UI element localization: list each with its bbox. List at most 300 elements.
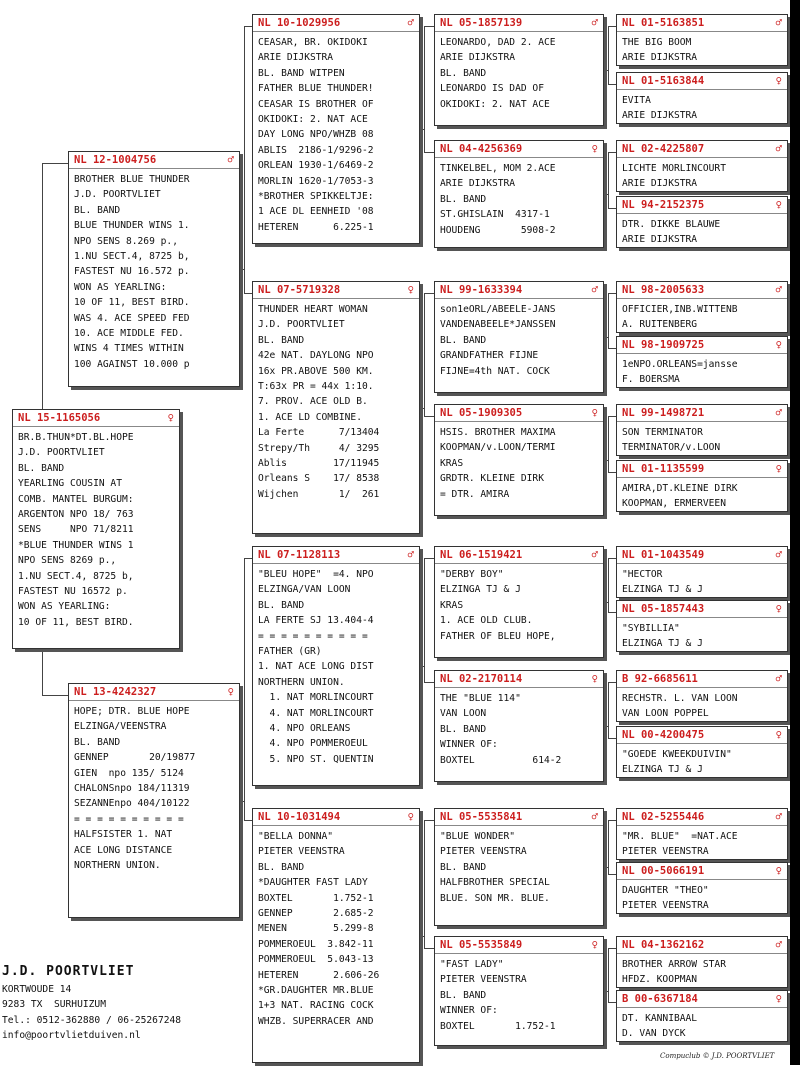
card-header <box>617 461 787 478</box>
ring-number: NL 07-5719328 <box>258 284 341 296</box>
info-line: LEONARDO IS DAD OF <box>440 83 544 95</box>
sex-icon: ♀ <box>775 865 782 877</box>
pedigree-card[interactable] <box>616 140 788 192</box>
info-line: NORTHERN UNION. <box>74 859 161 871</box>
info-line: FASTEST NU 16.572 p. <box>74 266 190 278</box>
connector-horizontal <box>42 163 68 164</box>
info-line: WAS 4. ACE SPEED FED <box>74 312 190 324</box>
info-line: TINKELBEL, MOM 2.ACE <box>440 163 556 174</box>
info-line: PIETER VEENSTRA <box>622 900 709 912</box>
info-line: = = = = = = = = = = <box>258 630 368 642</box>
info-line: BLUE. SON MR. BLUE. <box>440 892 550 904</box>
ring-number: NL 02-5255446 <box>622 811 705 823</box>
card-body <box>617 354 787 390</box>
info-line: KRAS <box>440 457 464 469</box>
pedigree-card[interactable] <box>616 862 788 914</box>
info-line: NPO SENS 8.269 p., <box>74 235 178 247</box>
card-body <box>617 744 787 780</box>
info-line: COMB. MANTEL BURGUM: <box>18 493 134 505</box>
info-line: TERMINATOR/v.LOON <box>622 442 721 454</box>
connector-vertical <box>608 293 609 348</box>
sex-icon: ♀ <box>591 143 598 155</box>
connector-horizontal <box>604 194 608 195</box>
pedigree-card[interactable] <box>12 409 180 649</box>
pedigree-card[interactable] <box>616 670 788 722</box>
connector-horizontal <box>608 208 616 209</box>
connector-horizontal <box>424 293 434 294</box>
pedigree-card[interactable] <box>616 726 788 778</box>
info-line: MORLIN 1620-1/7053-3 <box>258 175 374 187</box>
info-line: OKIDOKI: 2. NAT ACE <box>258 113 368 125</box>
info-line: 4. NPO ORLEANS <box>258 722 351 734</box>
card-header <box>13 410 179 427</box>
sex-icon: ♂ <box>591 811 598 823</box>
card-body <box>435 422 603 504</box>
card-header <box>435 547 603 564</box>
card-body <box>253 564 419 769</box>
connector-vertical <box>608 558 609 612</box>
info-line: 10 OF 11, BEST BIRD. <box>74 297 190 309</box>
card-header <box>617 727 787 744</box>
pedigree-card[interactable] <box>68 151 240 387</box>
pedigree-card[interactable] <box>252 281 420 534</box>
card-header <box>435 671 603 688</box>
card-header <box>617 141 787 158</box>
info-line: FATHER OF BLEU HOPE, <box>440 630 556 642</box>
info-line: 10 OF 11, BEST BIRD. <box>18 616 134 628</box>
info-line: EVITA <box>622 95 651 106</box>
card-body <box>617 880 787 916</box>
connector-vertical <box>244 26 245 293</box>
pedigree-card[interactable] <box>434 670 604 782</box>
pedigree-card[interactable] <box>434 936 604 1046</box>
ring-number: NL 01-1043549 <box>622 549 705 561</box>
connector-horizontal <box>608 558 616 559</box>
ring-number: NL 05-1857139 <box>440 17 523 29</box>
pedigree-card[interactable] <box>616 808 788 860</box>
pedigree-card[interactable] <box>434 404 604 516</box>
card-body <box>617 564 787 600</box>
card-body <box>617 1008 787 1044</box>
card-body <box>69 701 239 875</box>
connector-vertical <box>244 558 245 820</box>
ring-number: NL 00-5066191 <box>622 865 705 877</box>
ring-number: NL 98-1909725 <box>622 339 705 351</box>
card-body <box>435 688 603 770</box>
info-line: POMMEROEUL 5.043-13 <box>258 954 374 966</box>
connector-horizontal <box>608 84 616 85</box>
info-line: OKIDOKI: 2. NAT ACE <box>440 98 550 110</box>
info-line: VAN LOON POPPEL <box>622 708 709 720</box>
info-line: WINS 4 TIMES WITHIN <box>74 343 184 355</box>
card-body <box>617 688 787 724</box>
info-line: GIEN npo 135/ 5124 <box>74 767 184 779</box>
info-line: ARIE DIJKSTRA <box>622 178 698 190</box>
pedigree-card[interactable] <box>434 281 604 393</box>
info-line: CHALONSnpo 184/11319 <box>74 782 190 794</box>
info-line: LEONARDO, DAD 2. ACE <box>440 37 556 48</box>
info-line: 5. NPO ST. QUENTIN <box>258 753 374 765</box>
ring-number: NL 07-1128113 <box>258 549 341 561</box>
card-header <box>617 405 787 422</box>
sex-icon: ♂ <box>775 407 782 419</box>
info-line: KOOPMAN, ERMERVEEN <box>622 498 726 510</box>
info-line: Wijchen 1/ 261 <box>258 488 380 500</box>
info-line: BOXTEL 1.752-1 <box>440 1020 556 1032</box>
ring-number: NL 00-4200475 <box>622 729 705 741</box>
info-line: FASTEST NU 16572 p. <box>18 585 128 597</box>
sex-icon: ♀ <box>775 199 782 211</box>
pedigree-card[interactable] <box>68 683 240 918</box>
card-body <box>435 954 603 1036</box>
card-header <box>253 15 419 32</box>
info-line: DAY LONG NPO/WHZB 08 <box>258 129 374 141</box>
card-header <box>617 601 787 618</box>
info-line: 7. PROV. ACE OLD B. <box>258 396 368 408</box>
info-line: RECHSTR. L. VAN LOON <box>622 693 738 704</box>
connector-horizontal <box>42 695 68 696</box>
ring-number: NL 02-2170114 <box>440 673 523 685</box>
info-line: HSIS. BROTHER MAXIMA <box>440 427 556 438</box>
info-line: HALFBROTHER SPECIAL <box>440 877 550 889</box>
sex-icon: ♂ <box>775 143 782 155</box>
sex-icon: ♀ <box>227 686 234 698</box>
ring-number: NL 10-1031494 <box>258 811 341 823</box>
pedigree-card[interactable] <box>616 72 788 124</box>
ring-number: NL 06-1519421 <box>440 549 523 561</box>
sex-icon: ♂ <box>591 549 598 561</box>
sex-icon: ♂ <box>407 549 414 561</box>
info-line: BL. BAND <box>440 334 487 346</box>
info-line: son1eORL/ABEELE-JANS <box>440 304 556 315</box>
card-body <box>69 169 239 374</box>
info-line: PIETER VEENSTRA <box>440 846 527 858</box>
info-line: FATHER BLUE THUNDER! <box>258 83 374 95</box>
info-line: GENNEP 20/19877 <box>74 752 196 764</box>
info-line: HOPE; DTR. BLUE HOPE <box>74 706 190 717</box>
connector-horizontal <box>604 867 608 868</box>
info-line: PIETER VEENSTRA <box>622 846 709 858</box>
card-body <box>617 618 787 654</box>
connector-vertical <box>424 26 425 152</box>
info-line: ELZINGA TJ & J <box>440 584 521 596</box>
connector-horizontal <box>608 416 616 417</box>
connector-horizontal <box>424 820 434 821</box>
card-header <box>617 282 787 299</box>
pedigree-card[interactable] <box>616 196 788 248</box>
info-line: 42e NAT. DAYLONG NPO <box>258 350 374 362</box>
ring-number: NL 99-1498721 <box>622 407 705 419</box>
card-body <box>435 299 603 381</box>
sex-icon: ♂ <box>591 17 598 29</box>
sex-icon: ♀ <box>775 75 782 87</box>
info-line: BOXTEL 1.752-1 <box>258 892 374 904</box>
card-body <box>617 158 787 194</box>
info-line: KOOPMAN/v.LOON/TERMI <box>440 442 556 454</box>
info-line: HETEREN 2.606-26 <box>258 969 380 981</box>
card-body <box>13 427 179 632</box>
info-line: J.D. POORTVLIET <box>18 447 105 459</box>
owner-email[interactable]: info@poortvlietduiven.nl <box>2 1030 141 1042</box>
owner-block <box>2 962 181 1044</box>
info-line: LA FERTE SJ 13.404-4 <box>258 615 374 627</box>
info-line: ARIE DIJKSTRA <box>622 110 698 122</box>
pedigree-card[interactable] <box>434 546 604 658</box>
info-line: La Ferte 7/13404 <box>258 427 380 439</box>
info-line: DAUGHTER "THEO" <box>622 885 709 896</box>
ring-number: NL 04-1362162 <box>622 939 705 951</box>
sex-icon: ♀ <box>407 811 414 823</box>
pedigree-card[interactable] <box>616 281 788 333</box>
info-line: BLUE THUNDER WINS 1. <box>74 220 190 232</box>
info-line: GRANDFATHER FIJNE <box>440 350 539 362</box>
owner-name: J.D. POORTVLIET <box>2 964 135 979</box>
card-header <box>253 547 419 564</box>
info-line: "BELLA DONNA" <box>258 831 334 842</box>
info-line: WHZB. SUPERRACER AND <box>258 1015 374 1027</box>
info-line: Strepy/Th 4/ 3295 <box>258 442 380 454</box>
ring-number: NL 05-5535841 <box>440 811 523 823</box>
info-line: GENNEP 2.685-2 <box>258 907 374 919</box>
ring-number: NL 15-1165056 <box>18 412 101 424</box>
sex-icon: ♂ <box>227 154 234 166</box>
connector-horizontal <box>608 472 616 473</box>
sex-icon: ♂ <box>775 673 782 685</box>
info-line: POMMEROEUL 3.842-11 <box>258 938 374 950</box>
info-line: ACE LONG DISTANCE <box>74 844 173 856</box>
info-line: BROTHER BLUE THUNDER <box>74 174 190 185</box>
card-body <box>617 826 787 862</box>
sex-icon: ♀ <box>775 729 782 741</box>
sex-icon: ♂ <box>775 549 782 561</box>
info-line: 16x PR.ABOVE 500 KM. <box>258 365 374 377</box>
connector-vertical <box>424 293 425 416</box>
info-line: ARGENTON NPO 18/ 763 <box>18 508 134 520</box>
sex-icon: ♂ <box>775 17 782 29</box>
info-line: BOXTEL 614-2 <box>440 754 562 766</box>
connector-horizontal <box>604 726 608 727</box>
info-line: HALFSISTER 1. NAT <box>74 829 173 841</box>
info-line: BL. BAND WITPEN <box>258 67 345 79</box>
card-header <box>435 809 603 826</box>
connector-horizontal <box>420 129 424 130</box>
footer-credit: Compuclub © J.D. POORTVLIET <box>660 1052 775 1060</box>
card-body <box>617 422 787 458</box>
info-line: ELZINGA/VEENSTRA <box>74 721 167 733</box>
sex-icon: ♂ <box>775 811 782 823</box>
info-line: DT. KANNIBAAL <box>622 1013 698 1024</box>
card-header <box>617 937 787 954</box>
info-line: ELZINGA TJ & J <box>622 764 703 776</box>
ring-number: NL 04-4256369 <box>440 143 523 155</box>
connector-horizontal <box>424 948 434 949</box>
connector-horizontal <box>424 416 434 417</box>
card-header <box>617 671 787 688</box>
info-line: 1eNPO.ORLEANS=jansse <box>622 359 738 370</box>
sex-icon: ♂ <box>775 284 782 296</box>
pedigree-card[interactable] <box>616 936 788 988</box>
pedigree-card[interactable] <box>616 600 788 652</box>
pedigree-card[interactable] <box>252 14 420 244</box>
card-body <box>253 32 419 237</box>
info-line: THE BIG BOOM <box>622 37 692 48</box>
info-line: "MR. BLUE" =NAT.ACE <box>622 831 738 842</box>
info-line: BL. BAND <box>74 736 121 748</box>
info-line: BL. BAND <box>440 723 487 735</box>
info-line: ARIE DIJKSTRA <box>622 52 698 64</box>
info-line: A. RUITENBERG <box>622 319 698 331</box>
connector-horizontal <box>604 602 608 603</box>
info-line: CEASAR IS BROTHER OF <box>258 98 374 110</box>
card-header <box>435 282 603 299</box>
info-line: HETEREN 6.225-1 <box>258 221 374 233</box>
sex-icon: ♀ <box>591 407 598 419</box>
info-line: 1. NAT ACE LONG DIST <box>258 661 374 673</box>
info-line: D. VAN DYCK <box>622 1028 686 1040</box>
info-line: ARIE DIJKSTRA <box>440 178 516 190</box>
info-line: ABLIS 2186-1/9296-2 <box>258 144 374 156</box>
info-line: THUNDER HEART WOMAN <box>258 304 368 315</box>
info-line: 1 ACE DL EENHEID '08 <box>258 206 374 218</box>
info-line: BL. BAND <box>440 861 487 873</box>
ring-number: NL 05-5535849 <box>440 939 523 951</box>
ring-number: NL 05-1909305 <box>440 407 523 419</box>
info-line: "HECTOR <box>622 569 663 580</box>
card-body <box>253 826 419 1031</box>
card-body <box>253 299 419 504</box>
info-line: 4. NPO POMMEROEUL <box>258 738 368 750</box>
ring-number: NL 10-1029956 <box>258 17 341 29</box>
connector-horizontal <box>608 820 616 821</box>
pedigree-card[interactable] <box>434 14 604 126</box>
info-line: BR.B.THUN*DT.BL.HOPE <box>18 432 134 443</box>
ring-number: NL 99-1633394 <box>440 284 523 296</box>
ring-number: NL 05-1857443 <box>622 603 705 615</box>
sex-icon: ♀ <box>591 939 598 951</box>
info-line: MENEN 5.299-8 <box>258 923 374 935</box>
pedigree-card[interactable] <box>434 140 604 248</box>
info-line: OFFICIER,INB.WITTENB <box>622 304 738 315</box>
card-body <box>617 478 787 514</box>
card-header <box>435 937 603 954</box>
ring-number: B 00-6367184 <box>622 993 698 1005</box>
connector-horizontal <box>608 874 616 875</box>
connector-horizontal <box>608 152 616 153</box>
ring-number: NL 01-1135599 <box>622 463 705 475</box>
info-line: WINNER OF: <box>440 739 498 751</box>
connector-vertical <box>608 682 609 738</box>
info-line: YEARLING COUSIN AT <box>18 478 122 490</box>
info-line: BL. BAND <box>74 204 121 216</box>
info-line: "DERBY BOY" <box>440 569 504 580</box>
owner-street: KORTWOUDE 14 <box>2 984 72 995</box>
pedigree-card[interactable] <box>616 460 788 512</box>
connector-horizontal <box>604 460 608 461</box>
card-header <box>617 547 787 564</box>
ring-number: NL 02-4225807 <box>622 143 705 155</box>
connector-horizontal <box>420 936 424 937</box>
info-line: SENS NPO 71/8211 <box>18 524 134 536</box>
info-line: "GOEDE KWEEKDUIVIN" <box>622 749 732 760</box>
info-line: Orleans S 17/ 8538 <box>258 473 380 485</box>
pedigree-card[interactable] <box>252 808 420 1063</box>
pedigree-card[interactable] <box>616 546 788 598</box>
info-line: *GR.DAUGHTER MR.BLUE <box>258 984 374 996</box>
sex-icon: ♀ <box>167 412 174 424</box>
pedigree-card[interactable] <box>434 808 604 926</box>
card-header <box>617 337 787 354</box>
info-line: 1.NU SECT.4, 8725 b, <box>74 250 190 262</box>
connector-horizontal <box>424 26 434 27</box>
info-line: Ablis 17/11945 <box>258 457 380 469</box>
info-line: J.D. POORTVLIET <box>74 189 161 201</box>
card-body <box>435 158 603 240</box>
card-header <box>69 152 239 169</box>
info-line: ELZINGA/VAN LOON <box>258 584 351 596</box>
info-line: *BROTHER SPIKKELTJE: <box>258 190 374 202</box>
info-line: = = = = = = = = = = <box>74 813 184 825</box>
info-line: NPO SENS 8269 p., <box>18 555 117 567</box>
connector-horizontal <box>424 152 434 153</box>
card-header <box>435 405 603 422</box>
info-line: KRAS <box>440 599 464 611</box>
info-line: *DAUGHTER FAST LADY <box>258 877 368 889</box>
connector-horizontal <box>604 991 608 992</box>
info-line: ST.GHISLAIN 4317-1 <box>440 209 550 221</box>
connector-horizontal <box>608 26 616 27</box>
connector-horizontal <box>244 293 252 294</box>
connector-horizontal <box>608 1002 616 1003</box>
info-line: LICHTE MORLINCOURT <box>622 163 726 174</box>
info-line: PIETER VEENSTRA <box>440 974 527 986</box>
card-body <box>617 32 787 68</box>
info-line: GRDTR. KLEINE DIRK <box>440 473 544 485</box>
info-line: BL. BAND <box>258 861 305 873</box>
info-line: BL. BAND <box>440 989 487 1001</box>
ring-number: NL 94-2152375 <box>622 199 705 211</box>
pedigree-card[interactable] <box>616 336 788 388</box>
owner-city: 9283 TX SURHUIZUM <box>2 999 106 1011</box>
info-line: VANDENABEELE*JANSSEN <box>440 319 556 331</box>
card-header <box>69 684 239 701</box>
card-header <box>617 15 787 32</box>
pedigree-card[interactable] <box>616 990 788 1042</box>
info-line: HFDZ. KOOPMAN <box>622 974 698 986</box>
connector-horizontal <box>608 348 616 349</box>
pedigree-card[interactable] <box>252 546 420 786</box>
connector-horizontal <box>608 948 616 949</box>
sex-icon: ♂ <box>591 284 598 296</box>
info-line: J.D. POORTVLIET <box>258 319 345 331</box>
pedigree-card[interactable] <box>616 14 788 66</box>
info-line: F. BOERSMA <box>622 374 680 386</box>
info-line: BL. BAND <box>440 67 487 79</box>
ring-number: NL 12-1004756 <box>74 154 157 166</box>
card-body <box>617 299 787 335</box>
connector-vertical <box>424 558 425 682</box>
card-body <box>617 90 787 126</box>
info-line: = DTR. AMIRA <box>440 488 510 500</box>
info-line: BL. BAND <box>258 334 305 346</box>
info-line: THE "BLUE 114" <box>440 693 521 704</box>
card-body <box>435 32 603 114</box>
connector-horizontal <box>424 682 434 683</box>
card-header <box>253 809 419 826</box>
info-line: FATHER (GR) <box>258 645 322 657</box>
pedigree-card[interactable] <box>616 404 788 456</box>
connector-horizontal <box>604 337 608 338</box>
right-border-bar <box>790 0 800 1065</box>
